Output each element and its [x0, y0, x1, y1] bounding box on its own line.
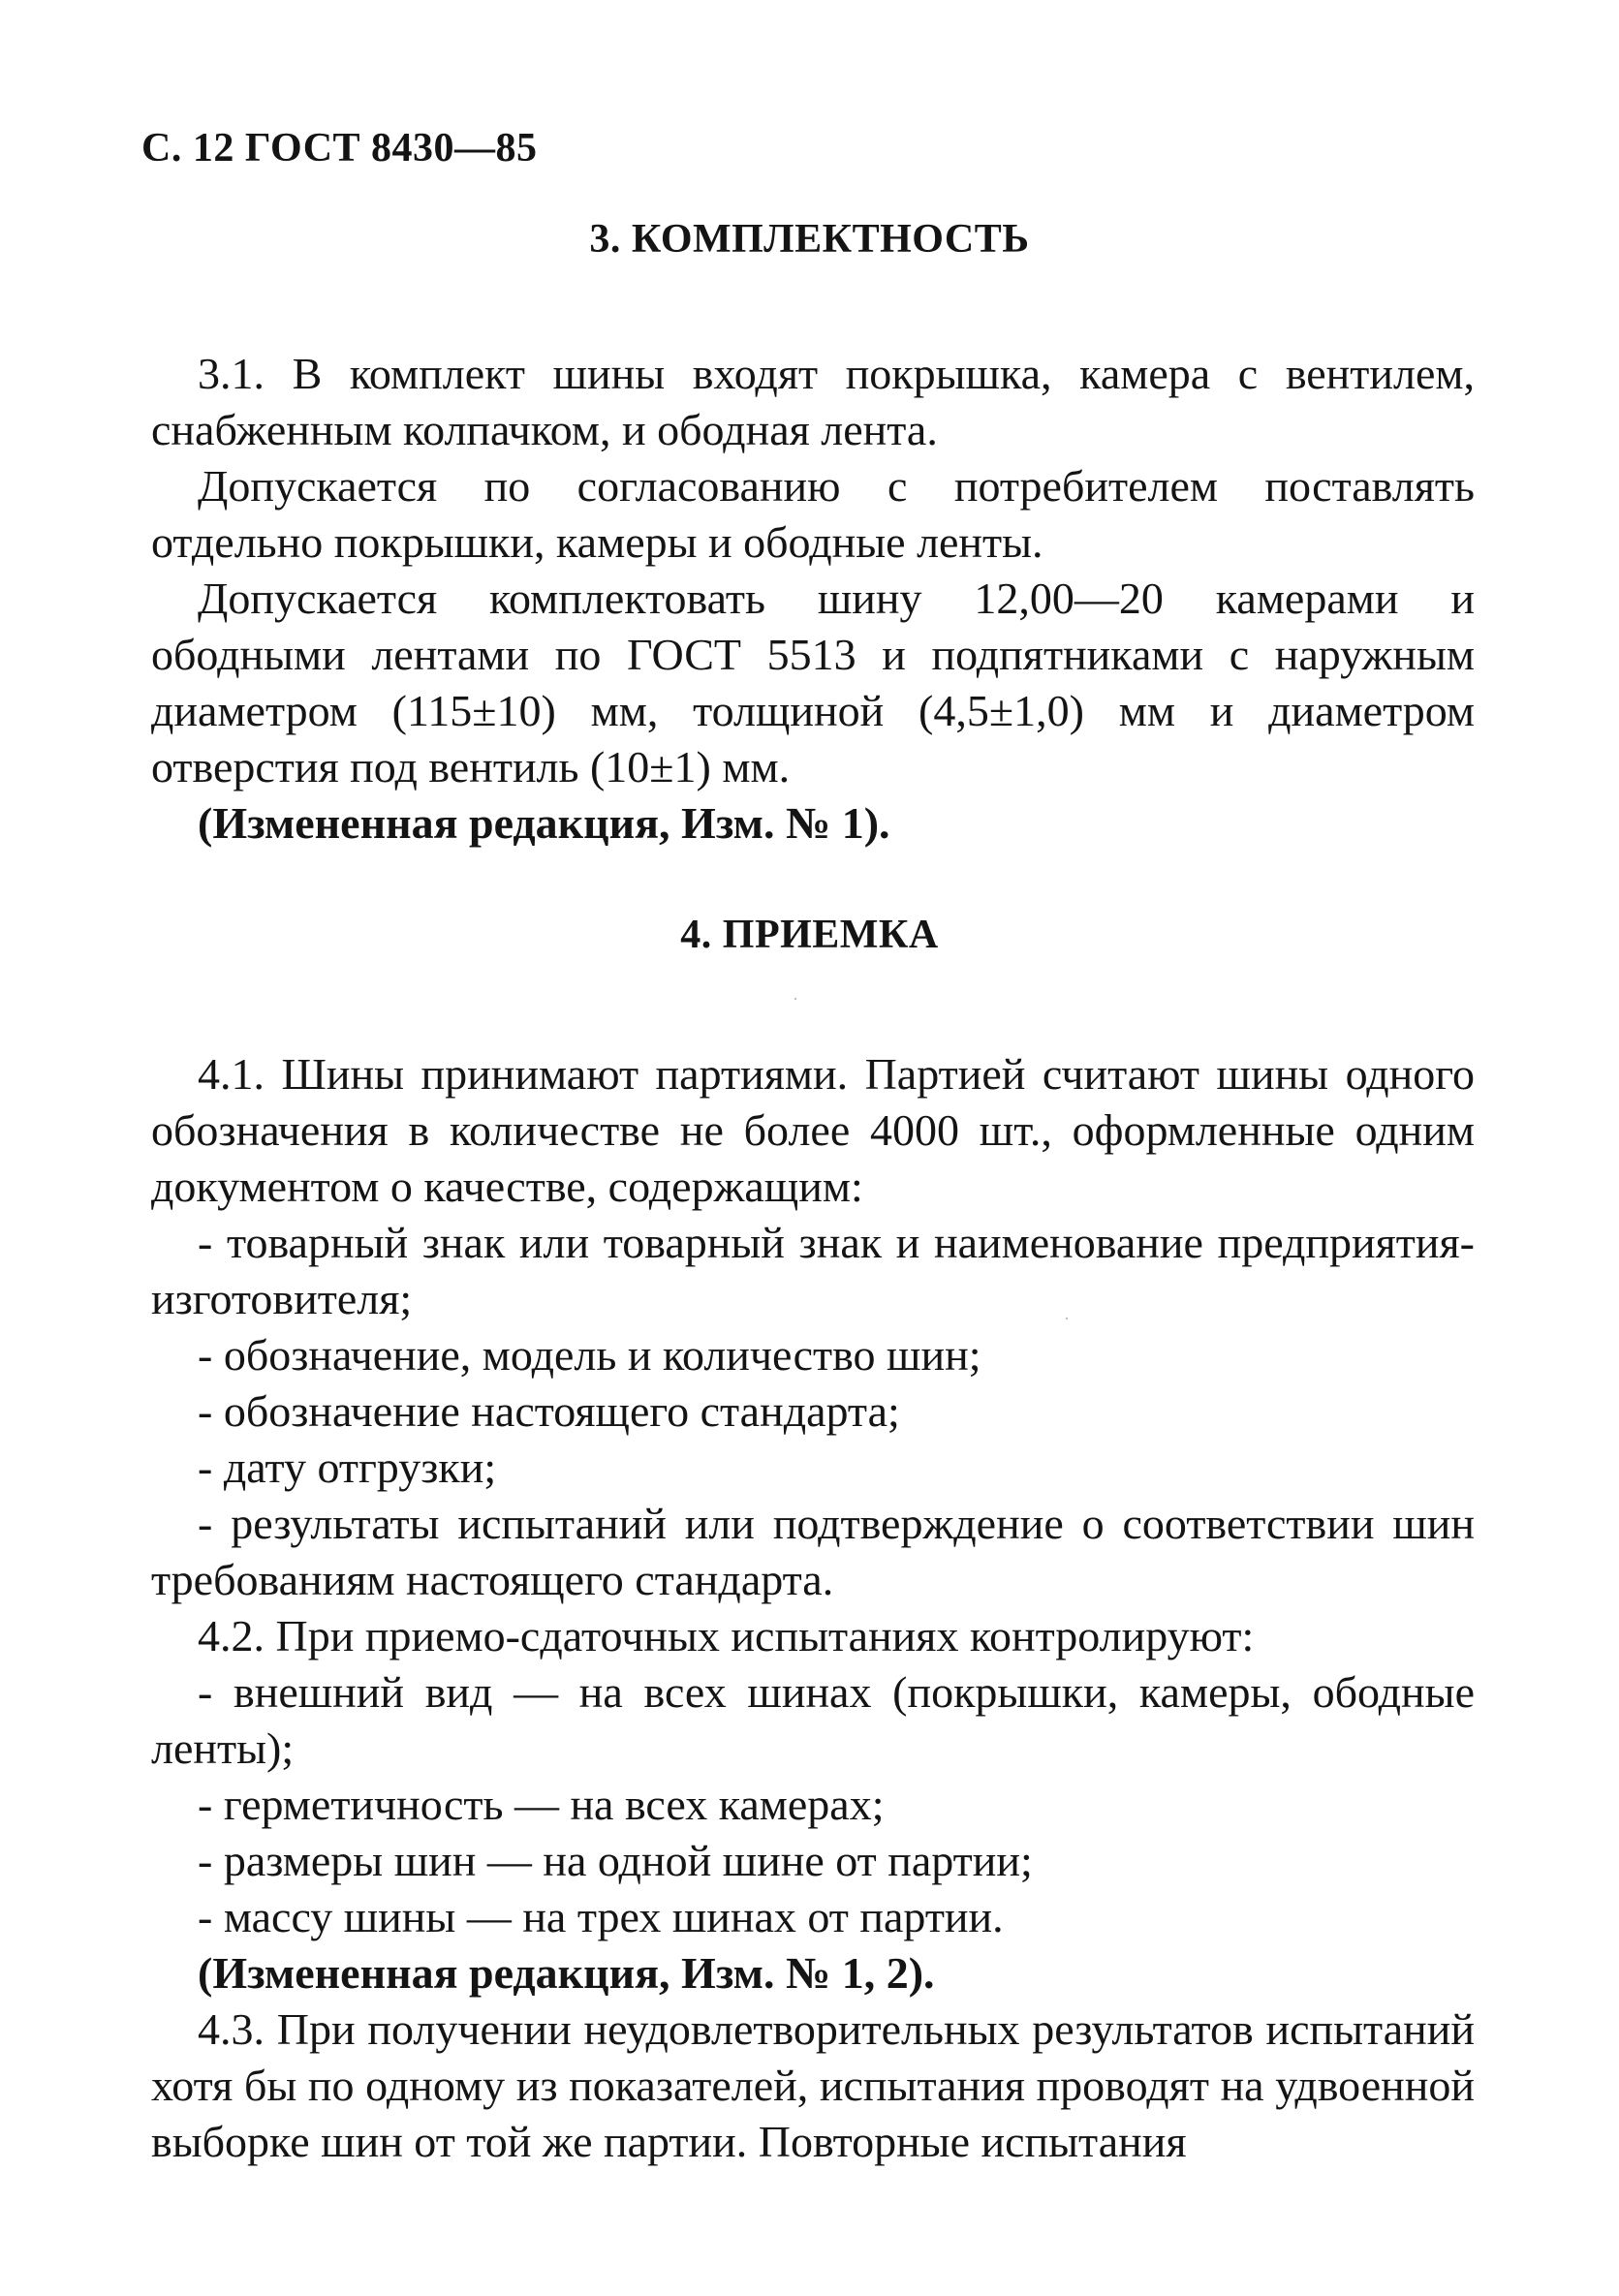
scan-speck: [1066, 1318, 1068, 1319]
amendment-note-4: (Измененная редакция, Изм. № 1, 2).: [198, 1948, 935, 1998]
section-4-title: 4. ПРИЕМКА: [680, 913, 939, 957]
list-item: - массу шины — на трех шинах от партии.: [198, 1892, 1004, 1941]
paragraph-3-1-note-b: Допускается комплектовать шину 12,00—20 камерами и ободными лентами по ГОСТ 5513 и подпятниками с наружным диаметром (115±10) мм, толщиной (4,5±1,0) мм и диаметром отверстия под вентиль (10±1) мм.: [151, 574, 1475, 791]
paragraph-3-1: 3.1. В комплект шины входят покрышка, камера с вентилем, снабженным колпачком, и ободная лента.: [151, 349, 1475, 454]
list-item: - герметичность — на всех камерах;: [198, 1780, 885, 1829]
list-item: - дату отгрузки;: [198, 1443, 497, 1492]
list-item: - внешний вид — на всех шинах (покрышки, камеры, ободные ленты);: [151, 1667, 1475, 1773]
paragraph-4-1: 4.1. Шины принимают партиями. Партией считают шины одного обозначения в количестве не более 4000 шт., оформленные одним документом о качестве, содержащим:: [151, 1049, 1475, 1211]
list-item: - обозначение, модель и количество шин;: [198, 1330, 981, 1380]
section-3-body: [151, 346, 1475, 852]
list-item: - результаты испытаний или подтверждение о соответствии шин требованиям настоящего стандарта.: [151, 1499, 1475, 1604]
paragraph-3-1-note-a: Допускается по согласованию с потребителем поставлять отдельно покрышки, камеры и ободные ленты.: [151, 461, 1475, 567]
section-3-title: 3. КОМПЛЕКТНОСТЬ: [589, 217, 1030, 262]
amendment-note-3: (Измененная редакция, Изм. № 1).: [198, 798, 890, 848]
list-item: - обозначение настоящего стандарта;: [198, 1386, 900, 1436]
page-header: С. 12 ГОСТ 8430—85: [141, 126, 538, 171]
paragraph-4-2: 4.2. При приемо-сдаточных испытаниях контролируют:: [198, 1611, 1255, 1660]
paragraph-4-3: 4.3. При получении неудовлетворительных результатов испытаний хотя бы по одному из показателей, испытания проводят на удвоенной выборке шин от той же партии. Повторные испытания: [151, 2004, 1475, 2166]
list-item: - товарный знак или товарный знак и наименование предприятия-изготовителя;: [151, 1218, 1475, 1323]
list-item: - размеры шин — на одной шине от партии;: [198, 1836, 1033, 1885]
scan-speck: [794, 998, 796, 1000]
section-4-body: [151, 1046, 1475, 2170]
